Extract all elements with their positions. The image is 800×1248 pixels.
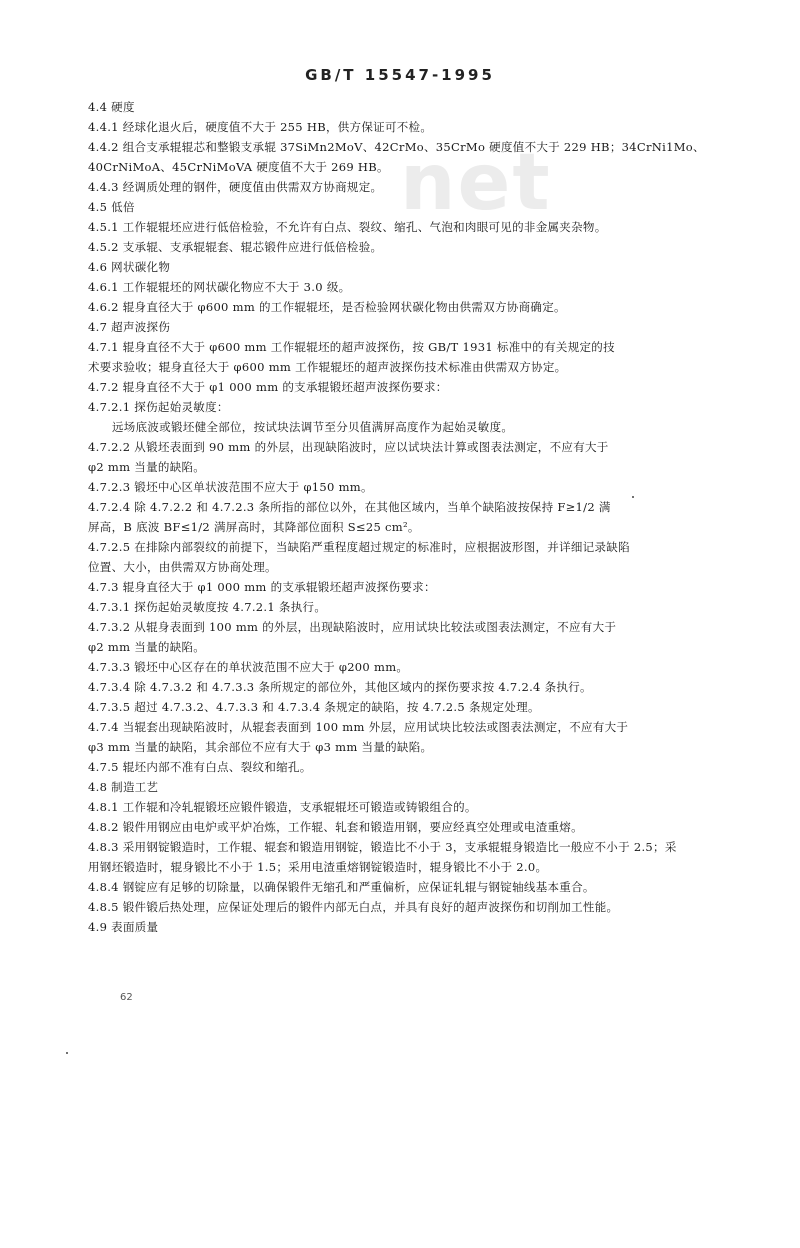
- document-line: 4.7.4 当辊套出现缺陷波时，从辊套表面到 100 mm 外层，应用试块比较法或图表法测定，不应有大于: [88, 720, 629, 734]
- document-line: 4.7 超声波探伤: [88, 320, 171, 334]
- document-line: 4.4 硬度: [88, 100, 135, 114]
- document-line: 4.6 网状碳化物: [88, 260, 171, 274]
- document-line: 4.5.2 支承辊、支承辊辊套、辊芯锻件应进行低倍检验。: [88, 240, 383, 254]
- document-line: 4.7.3.4 除 4.7.3.2 和 4.7.3.3 条所规定的部位外，其他区域内的探伤要求按 4.7.2.4 条执行。: [88, 680, 592, 694]
- document-line: 4.8.2 锻件用钢应由电炉或平炉冶炼，工作辊、轧套和锻造用钢，要应经真空处理或电渣重熔。: [88, 820, 583, 834]
- document-line: 40CrNiMoA、45CrNiMoVA 硬度值不大于 269 HB。: [88, 160, 389, 174]
- document-line: 4.7.3.2 从辊身表面到 100 mm 的外层，出现缺陷波时，应用试块比较法或图表法测定，不应有大于: [88, 620, 617, 634]
- document-line: 4.7.2.5 在排除内部裂纹的前提下，当缺陷严重程度超过规定的标准时，应根据波形图，并详细记录缺陷: [88, 540, 630, 554]
- document-line: 4.4.3 经调质处理的钢件，硬度值由供需双方协商规定。: [88, 180, 383, 194]
- document-line: 4.8.4 钢锭应有足够的切除量，以确保锻件无缩孔和严重偏析，应保证轧辊与钢锭轴线基本重合。: [88, 880, 595, 894]
- document-line: 4.7.3 辊身直径大于 φ1 000 mm 的支承辊锻坯超声波探伤要求：: [88, 580, 436, 594]
- document-line: 4.5.1 工作辊辊坯应进行低倍检验，不允许有白点、裂纹、缩孔、气泡和肉眼可见的非金属夹杂物。: [88, 220, 607, 234]
- document-line: 位置、大小，由供需双方协商处理。: [88, 560, 277, 574]
- scan-speck: [66, 1052, 68, 1054]
- document-line: 术要求验收；辊身直径大于 φ600 mm 工作辊辊坯的超声波探伤技术标准由供需双方协定。: [88, 360, 567, 374]
- document-line: 4.8 制造工艺: [88, 780, 159, 794]
- document-line: 远场底波或锻坯健全部位，按试块法调节至分贝值满屏高度作为起始灵敏度。: [112, 420, 514, 434]
- document-line: 屏高，B 底波 BF≤1/2 满屏高时，其降部位面积 S≤25 cm²。: [88, 520, 420, 534]
- document-line: φ3 mm 当量的缺陷，其余部位不应有大于 φ3 mm 当量的缺陷。: [88, 740, 433, 754]
- document-line: 4.7.2.2 从锻坯表面到 90 mm 的外层，出现缺陷波时，应以试块法计算或图表法测定，不应有大于: [88, 440, 609, 454]
- document-line: 4.7.2.3 锻坯中心区单状波范围不应大于 φ150 mm。: [88, 480, 373, 494]
- document-line: 4.7.3.5 超过 4.7.3.2、4.7.3.3 和 4.7.3.4 条规定的缺陷，按 4.7.2.5 条规定处理。: [88, 700, 540, 714]
- page-number: 62: [120, 992, 133, 1003]
- document-line: 4.7.5 辊坯内部不准有白点、裂纹和缩孔。: [88, 760, 312, 774]
- document-body: [88, 100, 708, 940]
- document-line: 4.7.1 辊身直径不大于 φ600 mm 工作辊辊坯的超声波探伤，按 GB/T 1931 标准中的有关规定的技: [88, 340, 615, 354]
- document-line: 4.7.2 辊身直径不大于 φ1 000 mm 的支承辊锻坯超声波探伤要求：: [88, 380, 448, 394]
- watermark-text: net: [400, 138, 552, 228]
- page-header: GB/T 15547-1995: [305, 66, 495, 84]
- document-line: 4.7.3.3 锻坯中心区存在的单状波范围不应大于 φ200 mm。: [88, 660, 409, 674]
- document-line: 4.5 低倍: [88, 200, 135, 214]
- document-line: 4.7.3.1 探伤起始灵敏度按 4.7.2.1 条执行。: [88, 600, 327, 614]
- document-line: 4.8.1 工作辊和冷轧辊锻坯应锻件锻造，支承辊辊坯可锻造或铸锻组合的。: [88, 800, 477, 814]
- document-line: φ2 mm 当量的缺陷。: [88, 460, 206, 474]
- document-line: 4.6.2 辊身直径大于 φ600 mm 的工作辊辊坯，是否检验网状碳化物由供需双方协商确定。: [88, 300, 566, 314]
- document-line: 4.8.3 采用钢锭锻造时，工作辊、辊套和锻造用钢锭，锻造比不小于 3，支承辊辊身锻造比一般应不小于 2.5；采: [88, 840, 677, 854]
- document-line: 4.6.1 工作辊辊坯的网状碳化物应不大于 3.0 级。: [88, 280, 351, 294]
- document-line: 用钢坯锻造时，辊身锻比不小于 1.5；采用电渣重熔钢锭锻造时，辊身锻比不小于 2.0。: [88, 860, 548, 874]
- document-line: 4.7.2.1 探伤起始灵敏度：: [88, 400, 229, 414]
- document-line: 4.9 表面质量: [88, 920, 159, 934]
- document-line: 4.8.5 锻件锻后热处理，应保证处理后的锻件内部无白点，并具有良好的超声波探伤和切削加工性能。: [88, 900, 619, 914]
- document-line: φ2 mm 当量的缺陷。: [88, 640, 206, 654]
- document-line: 4.7.2.4 除 4.7.2.2 和 4.7.2.3 条所指的部位以外，在其他区域内，当单个缺陷波按保持 F≥1/2 满: [88, 500, 611, 514]
- document-line: 4.4.2 组合支承辊辊芯和整锻支承辊 37SiMn2MoV、42CrMo、35CrMo 硬度值不大于 229 HB；34CrNi1Mo、: [88, 140, 705, 154]
- document-line: 4.4.1 经球化退火后，硬度值不大于 255 HB，供方保证可不检。: [88, 120, 433, 134]
